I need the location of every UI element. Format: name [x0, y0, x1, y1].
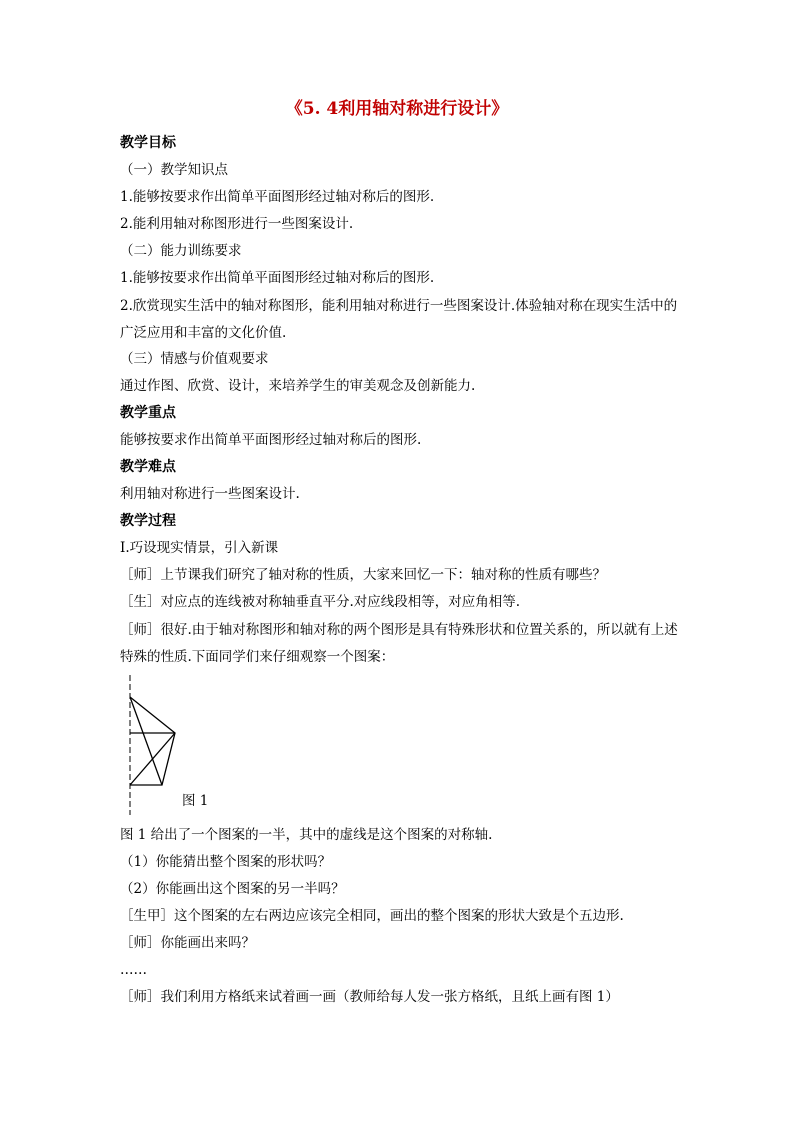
figure-caption: 图 1 — [182, 793, 209, 809]
section-heading: 教学难点 — [120, 459, 176, 475]
text-line: 2.能利用轴对称图形进行一些图案设计. — [120, 216, 354, 232]
lesson-text-before-figure — [120, 131, 680, 671]
text-line: （三）情感与价值观要求 — [120, 351, 269, 367]
text-line: （1）你能猜出整个图案的形状吗？ — [120, 854, 332, 870]
text-line: 1.能够按要求作出简单平面图形经过轴对称后的图形. — [120, 270, 435, 286]
section-heading: 教学重点 — [120, 405, 176, 421]
lesson-text-after-figure — [120, 823, 680, 1012]
text-line: 1.能够按要求作出简单平面图形经过轴对称后的图形. — [120, 189, 435, 205]
text-line: 能够按要求作出简单平面图形经过轴对称后的图形. — [120, 432, 422, 448]
text-line: （2）你能画出这个图案的另一半吗？ — [120, 881, 345, 897]
text-line: ［师］你能画出来吗？ — [120, 935, 255, 951]
text-line: 图 1 给出了一个图案的一半，其中的虚线是这个图案的对称轴. — [120, 827, 493, 843]
text-line: 利用轴对称进行一些图案设计. — [120, 486, 300, 502]
half-pentagon-diagram — [120, 675, 190, 820]
text-line: …… — [120, 962, 147, 978]
figure-1 — [120, 671, 680, 823]
text-line: （一）教学知识点 — [120, 162, 228, 178]
text-line: ［生甲］这个图案的左右两边应该完全相同，画出的整个图案的形状大致是个五边形. — [120, 908, 624, 924]
text-line: 通过作图、欣赏、设计，来培养学生的审美观念及创新能力. — [120, 378, 476, 394]
text-line: （二）能力训练要求 — [120, 243, 242, 259]
text-line: 2.欣赏现实生活中的轴对称图形，能利用轴对称进行一些图案设计.体验轴对称在现实生活中的广泛应用和丰富的文化价值. — [120, 298, 678, 341]
text-line: Ⅰ.巧设现实情景，引入新课 — [120, 540, 279, 556]
text-line: ［生］对应点的连线被对称轴垂直平分.对应线段相等，对应角相等. — [120, 594, 521, 610]
section-heading: 教学过程 — [120, 513, 176, 529]
text-line: ［师］我们利用方格纸来试着画一画（教师给每人发一张方格纸，且纸上画有图 1） — [120, 989, 619, 1005]
document-title: 《5. 4利用轴对称进行设计》 — [285, 99, 509, 119]
section-heading: 教学目标 — [120, 135, 176, 151]
document-body — [120, 131, 680, 1012]
text-line: ［师］很好.由于轴对称图形和轴对称的两个图形是具有特殊形状和位置关系的，所以就有上述特殊的性质.下面同学们来仔细观察一个图案： — [120, 622, 678, 665]
text-line: ［师］上节课我们研究了轴对称的性质，大家来回忆一下：轴对称的性质有哪些？ — [120, 567, 606, 583]
